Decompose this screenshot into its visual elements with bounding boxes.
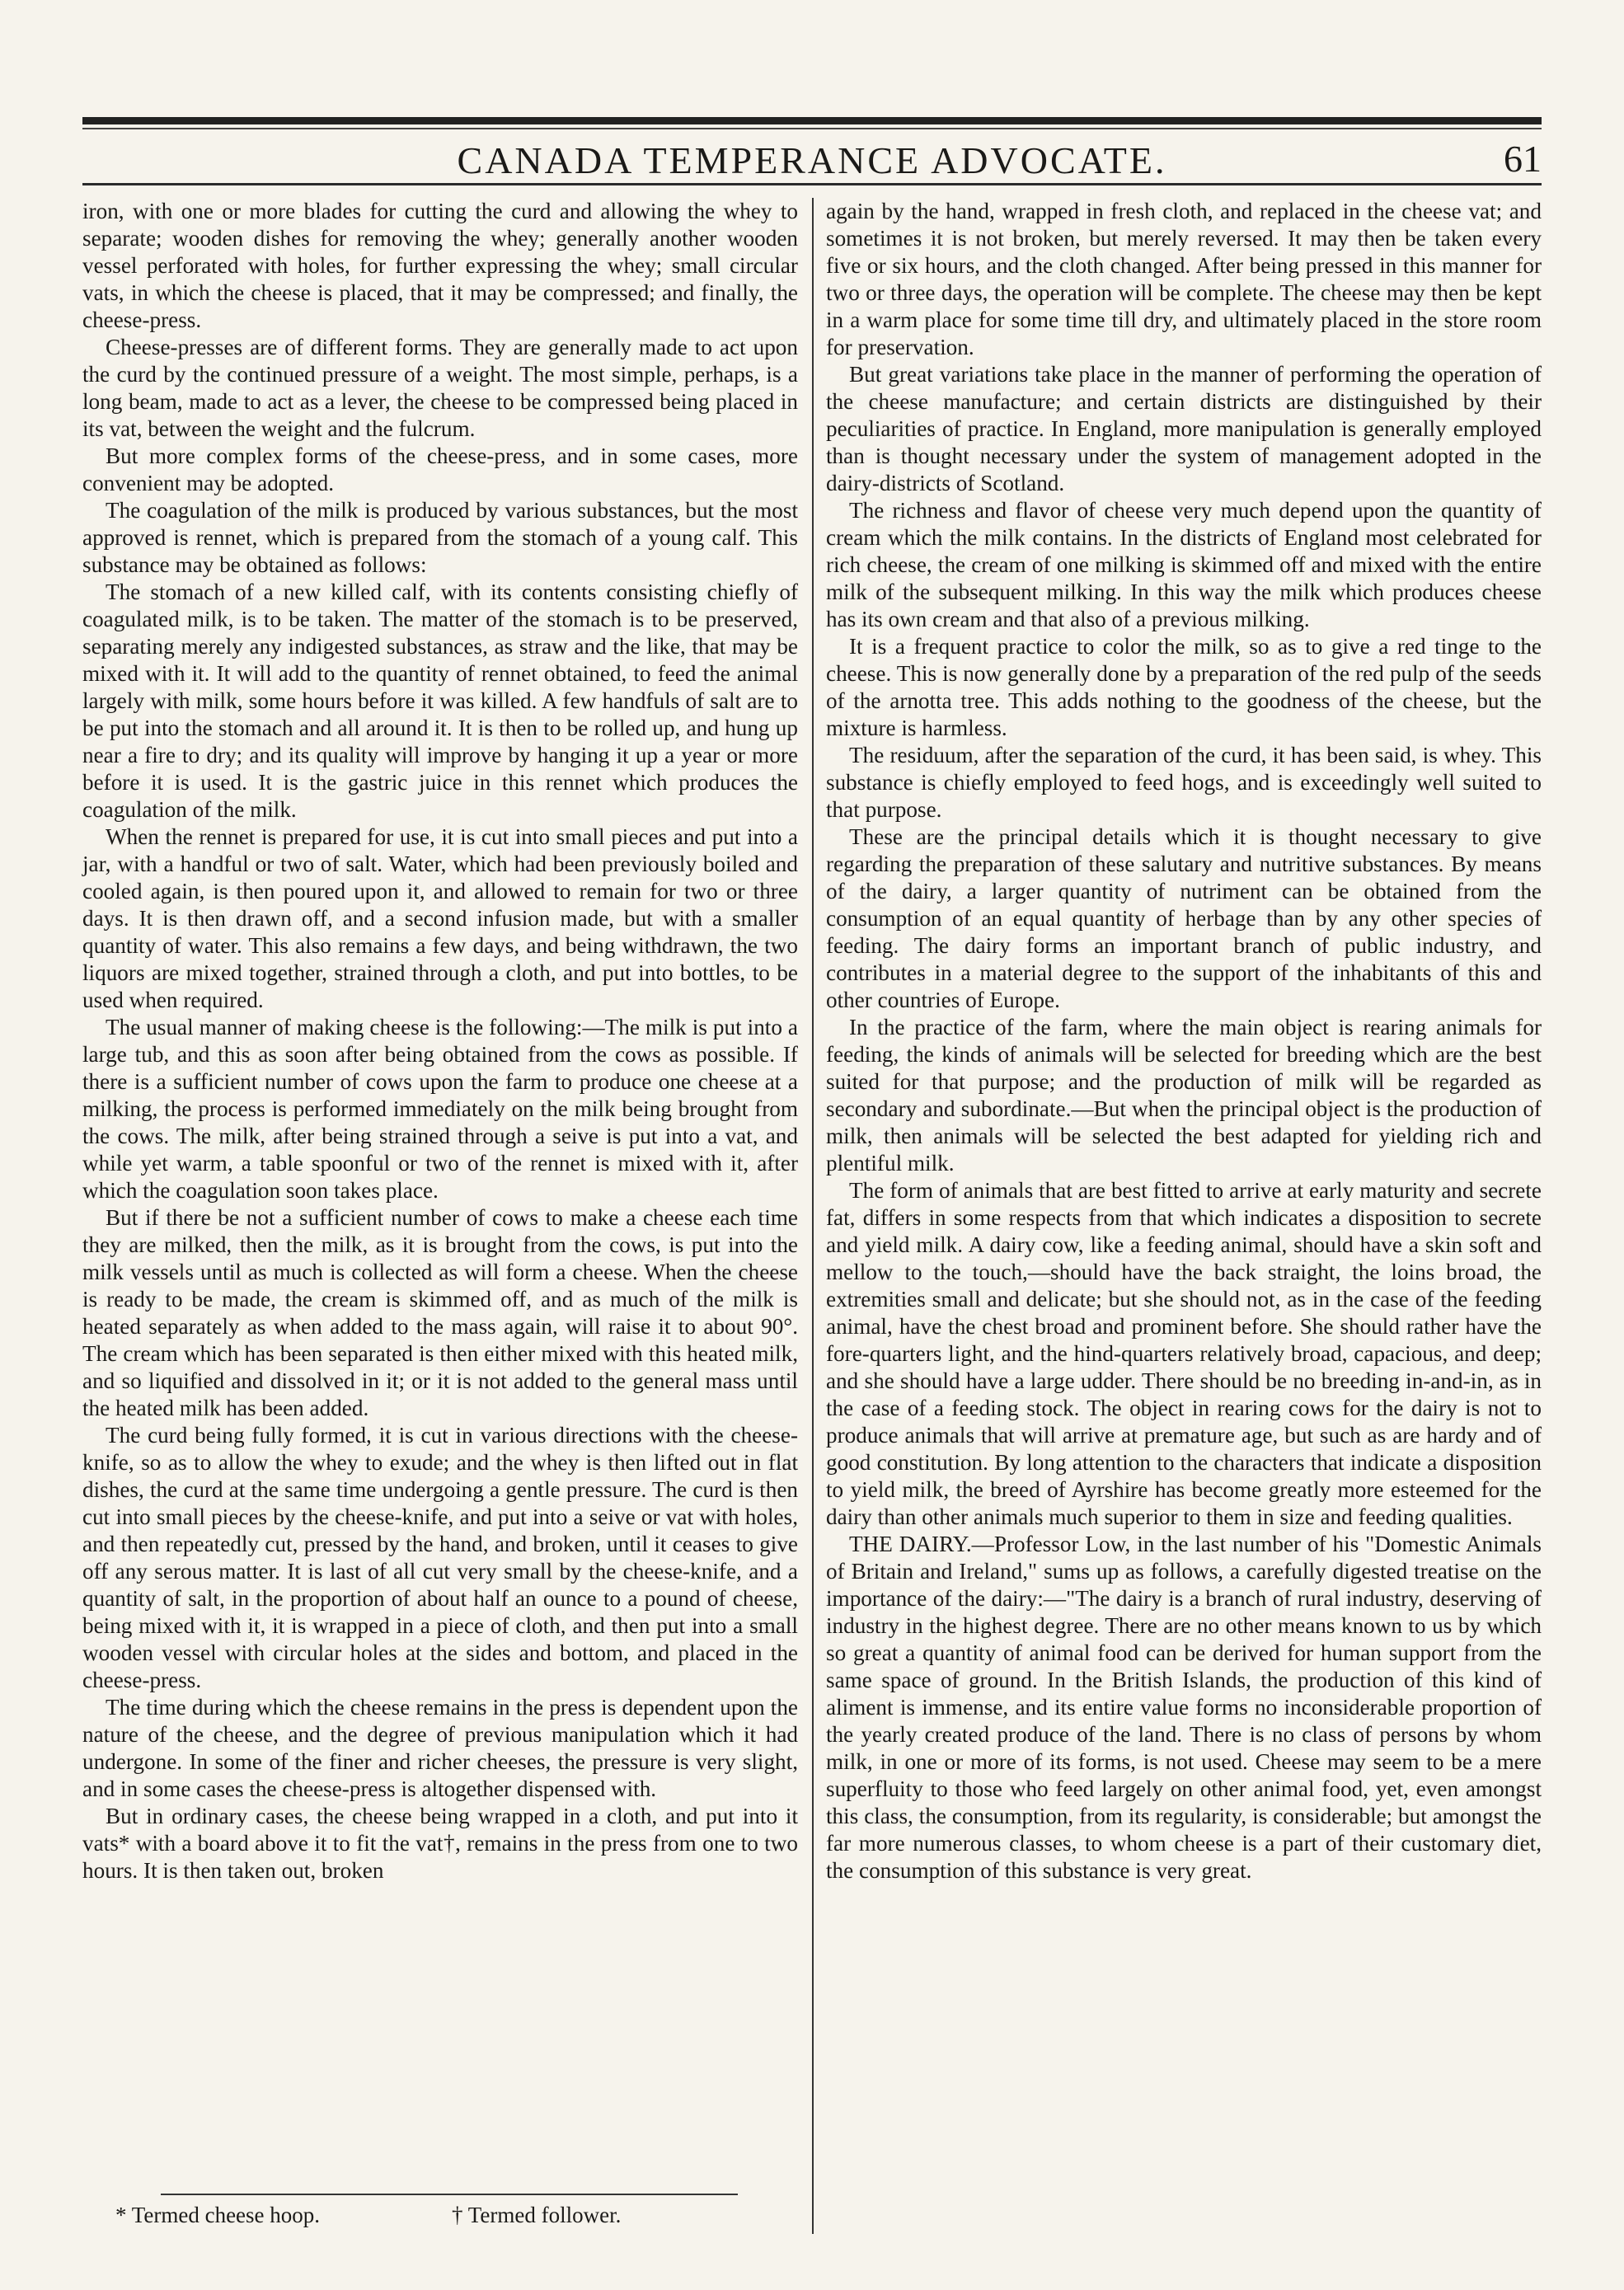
paragraph: The usual manner of making cheese is the following:—The milk is put into a large tub, and this as soon after being obtained from the cows as possible. If there is a sufficient number of cows upon the farm to produce one cheese at a milking, the process is performed immediately on the milk being brought from the cows. The milk, after being strained through a seive is put into a vat, and while yet warm, a table spoonful or two of the rennet is mixed with it, after which the coagulation soon takes place. [82, 1015, 798, 1203]
top-border-rule [82, 117, 1542, 124]
column-divider [812, 198, 814, 2234]
paragraph: It is a frequent practice to color the milk, so as to give a red tinge to the cheese. This is now generally done by a preparation of the red pulp of the seeds of the arnotta tree. This adds nothing to the goodness of the cheese, but the mixture is harmless. [826, 634, 1542, 740]
paragraph: But if there be not a sufficient number of cows to make a cheese each time they are milked, then the milk, as it is brought from the cows, is put into the milk vessels until as much is collected as will form a cheese. When the cheese is ready to be made, the cream is skimmed off, and as much of the milk is heated separately as when added to the mass again, will raise it to about 90°. The cream which has been separated is then either mixed with this heated milk, and so liquified and dissolved in it; or it is not added to the general mass until the heated milk has been added. [82, 1205, 798, 1420]
footnote-rule [161, 2194, 738, 2195]
paragraph: The time during which the cheese remains in the press is dependent upon the nature of the cheese, and the degree of previous manipulation which it had undergone. In some of the finer and richer cheeses, the pressure is very slight, and in some cases the cheese-press is altogether dispensed with. [82, 1695, 798, 1801]
page-header-title: CANADA TEMPERANCE ADVOCATE. [457, 139, 1167, 181]
paragraph: The coagulation of the milk is produced by various substances, but the most approved is rennet, which is prepared from the stomach of a young calf. This substance may be obtained as follows: [82, 498, 798, 577]
footnote-follower: † Termed follower. [452, 2203, 622, 2227]
paragraph: THE DAIRY.—Professor Low, in the last number of his "Domestic Animals of Britain and Ireland," sums up as follows, a carefully digested treatise on the importance of the dairy:—"The dairy is a branch of rural industry, deserving of industry in the highest degree. There are no other means known to us by which so great a quantity of animal food can be derived for human support from the same space of ground. In the British Islands, the production of this kind of aliment is immense, and its entire value forms no inconsiderable proportion of the yearly created produce of the land. There is no class of persons by whom milk, in one or more of its forms, is not used. Cheese may seem to be a mere superfluity to those who feed largely on other animal food, yet, even amongst this class, the consumption, from its regularity, is considerable; but amongst the far more numerous classes, to whom cheese is a part of their customary diet, the consumption of this substance is very great. [826, 1532, 1542, 1883]
paragraph: The residuum, after the separation of the curd, it has been said, is whey. This substance is chiefly employed to feed hogs, and is exceedingly well suited to that purpose. [826, 743, 1542, 822]
paragraph: These are the principal details which it is thought necessary to give regarding the preparation of these salutary and nutritive substances. By means of the dairy, a larger quantity of nutriment can be obtained from the consumption of an equal quantity of herbage than by any other species of feeding. The dairy forms an important branch of public industry, and contributes in a material degree to the support of the inhabitants of this and other countries of Europe. [826, 824, 1542, 1012]
paragraph: When the rennet is prepared for use, it is cut into small pieces and put into a jar, with a handful or two of salt. Water, which had been previously boiled and cooled again, is then poured upon it, and allowed to remain for two or three days. It is then drawn off, and a second infusion made, but with a smaller quantity of water. This also remains a few days, and being withdrawn, the two liquors are mixed together, strained through a cloth, and put into bottles, to be used when required. [82, 824, 798, 1012]
paragraph: In the practice of the farm, where the main object is rearing animals for feeding, the kinds of animals will be selected for breeding which are the best suited for that purpose; and the production of milk will be regarded as secondary and subordinate.—But when the principal object is the production of milk, then animals will be selected the best adapted for yielding rich and plentiful milk. [826, 1015, 1542, 1176]
paragraph: But more complex forms of the cheese-press, and in some cases, more convenient may be adopted. [82, 443, 798, 495]
top-border-rule-thin [82, 128, 1542, 129]
footnotes [115, 2203, 808, 2228]
left-column [82, 198, 798, 1884]
paragraph: But great variations take place in the manner of performing the operation of the cheese manufacture; and certain districts are distinguished by their peculiarities of practice. In England, more manipulation is generally employed than is thought necessary under the system of management adopted in the dairy-districts of Scotland. [826, 362, 1542, 495]
paragraph: The stomach of a new killed calf, with its contents consisting chiefly of coagulated milk, is to be taken. The matter of the stomach is to be preserved, separating merely any indigested substances, as straw and the like, that may be mixed with it. It will add to the quantity of rennet obtained, to feed the animal largely with milk, some hours before it was killed. A few handfuls of salt are to be put into the stomach and all around it. It is then to be rolled up, and hung up near a fire to dry; and its quality will improve by hanging it up a year or more before it is used. It is the gastric juice in this rennet which produces the coagulation of the milk. [82, 580, 798, 822]
footnote-cheese-hoop: * Termed cheese hoop. [115, 2203, 321, 2227]
paragraph: again by the hand, wrapped in fresh cloth, and replaced in the cheese vat; and sometimes it is not broken, but merely reversed. It may then be taken every five or six hours, and the cloth changed. After being pressed in this manner for two or three days, the operation will be complete. The cheese may then be kept in a warm place for some time till dry, and ultimately placed in the store room for preservation. [826, 199, 1542, 359]
paragraph: The form of animals that are best fitted to arrive at early maturity and secrete fat, differs in some respects from that which indicates a disposition to secrete and yield milk. A dairy cow, like a feeding animal, should have a skin soft and mellow to the touch,—should have the back straight, the loins broad, the extremities small and delicate; but she should not, as in the case of the feeding animal, have the chest broad and prominent before. She should rather have the fore-quarters light, and the hind-quarters relatively broad, capacious, and deep; and she should have a large udder. There should be no breeding in-and-in, as in the case of a feeding stock. The object in rearing cows for the dairy is not to produce animals that will arrive at premature age, but such as are hardy and of good constitution. By long attention to the characters that indicate a disposition to yield milk, the breed of Ayrshire has become greatly more esteemed for the dairy than other animals much superior to them in size and feeding qualities. [826, 1178, 1542, 1529]
paragraph: iron, with one or more blades for cutting the curd and allowing the whey to separate; wooden dishes for removing the whey; generally another wooden vessel perforated with holes, for further expressing the whey; small circular vats, in which the cheese is placed, that it may be compressed; and finally, the cheese-press. [82, 199, 798, 332]
right-column [826, 198, 1542, 1884]
paragraph: Cheese-presses are of different forms. They are generally made to act upon the curd by the continued pressure of a weight. The most simple, perhaps, is a long beam, made to act as a lever, the cheese to be compressed being placed in its vat, between the weight and the fulcrum. [82, 335, 798, 441]
page-number: 61 [1504, 138, 1542, 180]
paragraph: But in ordinary cases, the cheese being wrapped in a cloth, and put into it vats* with a board above it to fit the vat†, remains in the press from one to two hours. It is then taken out, broken [82, 1804, 798, 1883]
paragraph: The curd being fully formed, it is cut in various directions with the cheese-knife, so as to allow the whey to exude; and the whey is then lifted out in flat dishes, the curd at the same time undergoing a gentle pressure. The curd is then cut into small pieces by the cheese-knife, and put into a seive or vat with holes, and then repeatedly cut, pressed by the hand, and broken, until it ceases to give off any serous matter. It is last of all cut very small by the cheese-knife, and a quantity of salt, in the proportion of about half an ounce to a pound of cheese, being mixed with it, it is wrapped in a piece of cloth, and then put into a small wooden vessel with circular holes at the sides and bottom, and placed in the cheese-press. [82, 1423, 798, 1692]
header-rule [82, 183, 1542, 185]
paragraph: The richness and flavor of cheese very much depend upon the quantity of cream which the milk contains. In the districts of England most celebrated for rich cheese, the cream of one milking is skimmed off and mixed with the entire milk of the subsequent milking. In this way the milk which produces cheese has its own cream and that also of a previous milking. [826, 498, 1542, 631]
